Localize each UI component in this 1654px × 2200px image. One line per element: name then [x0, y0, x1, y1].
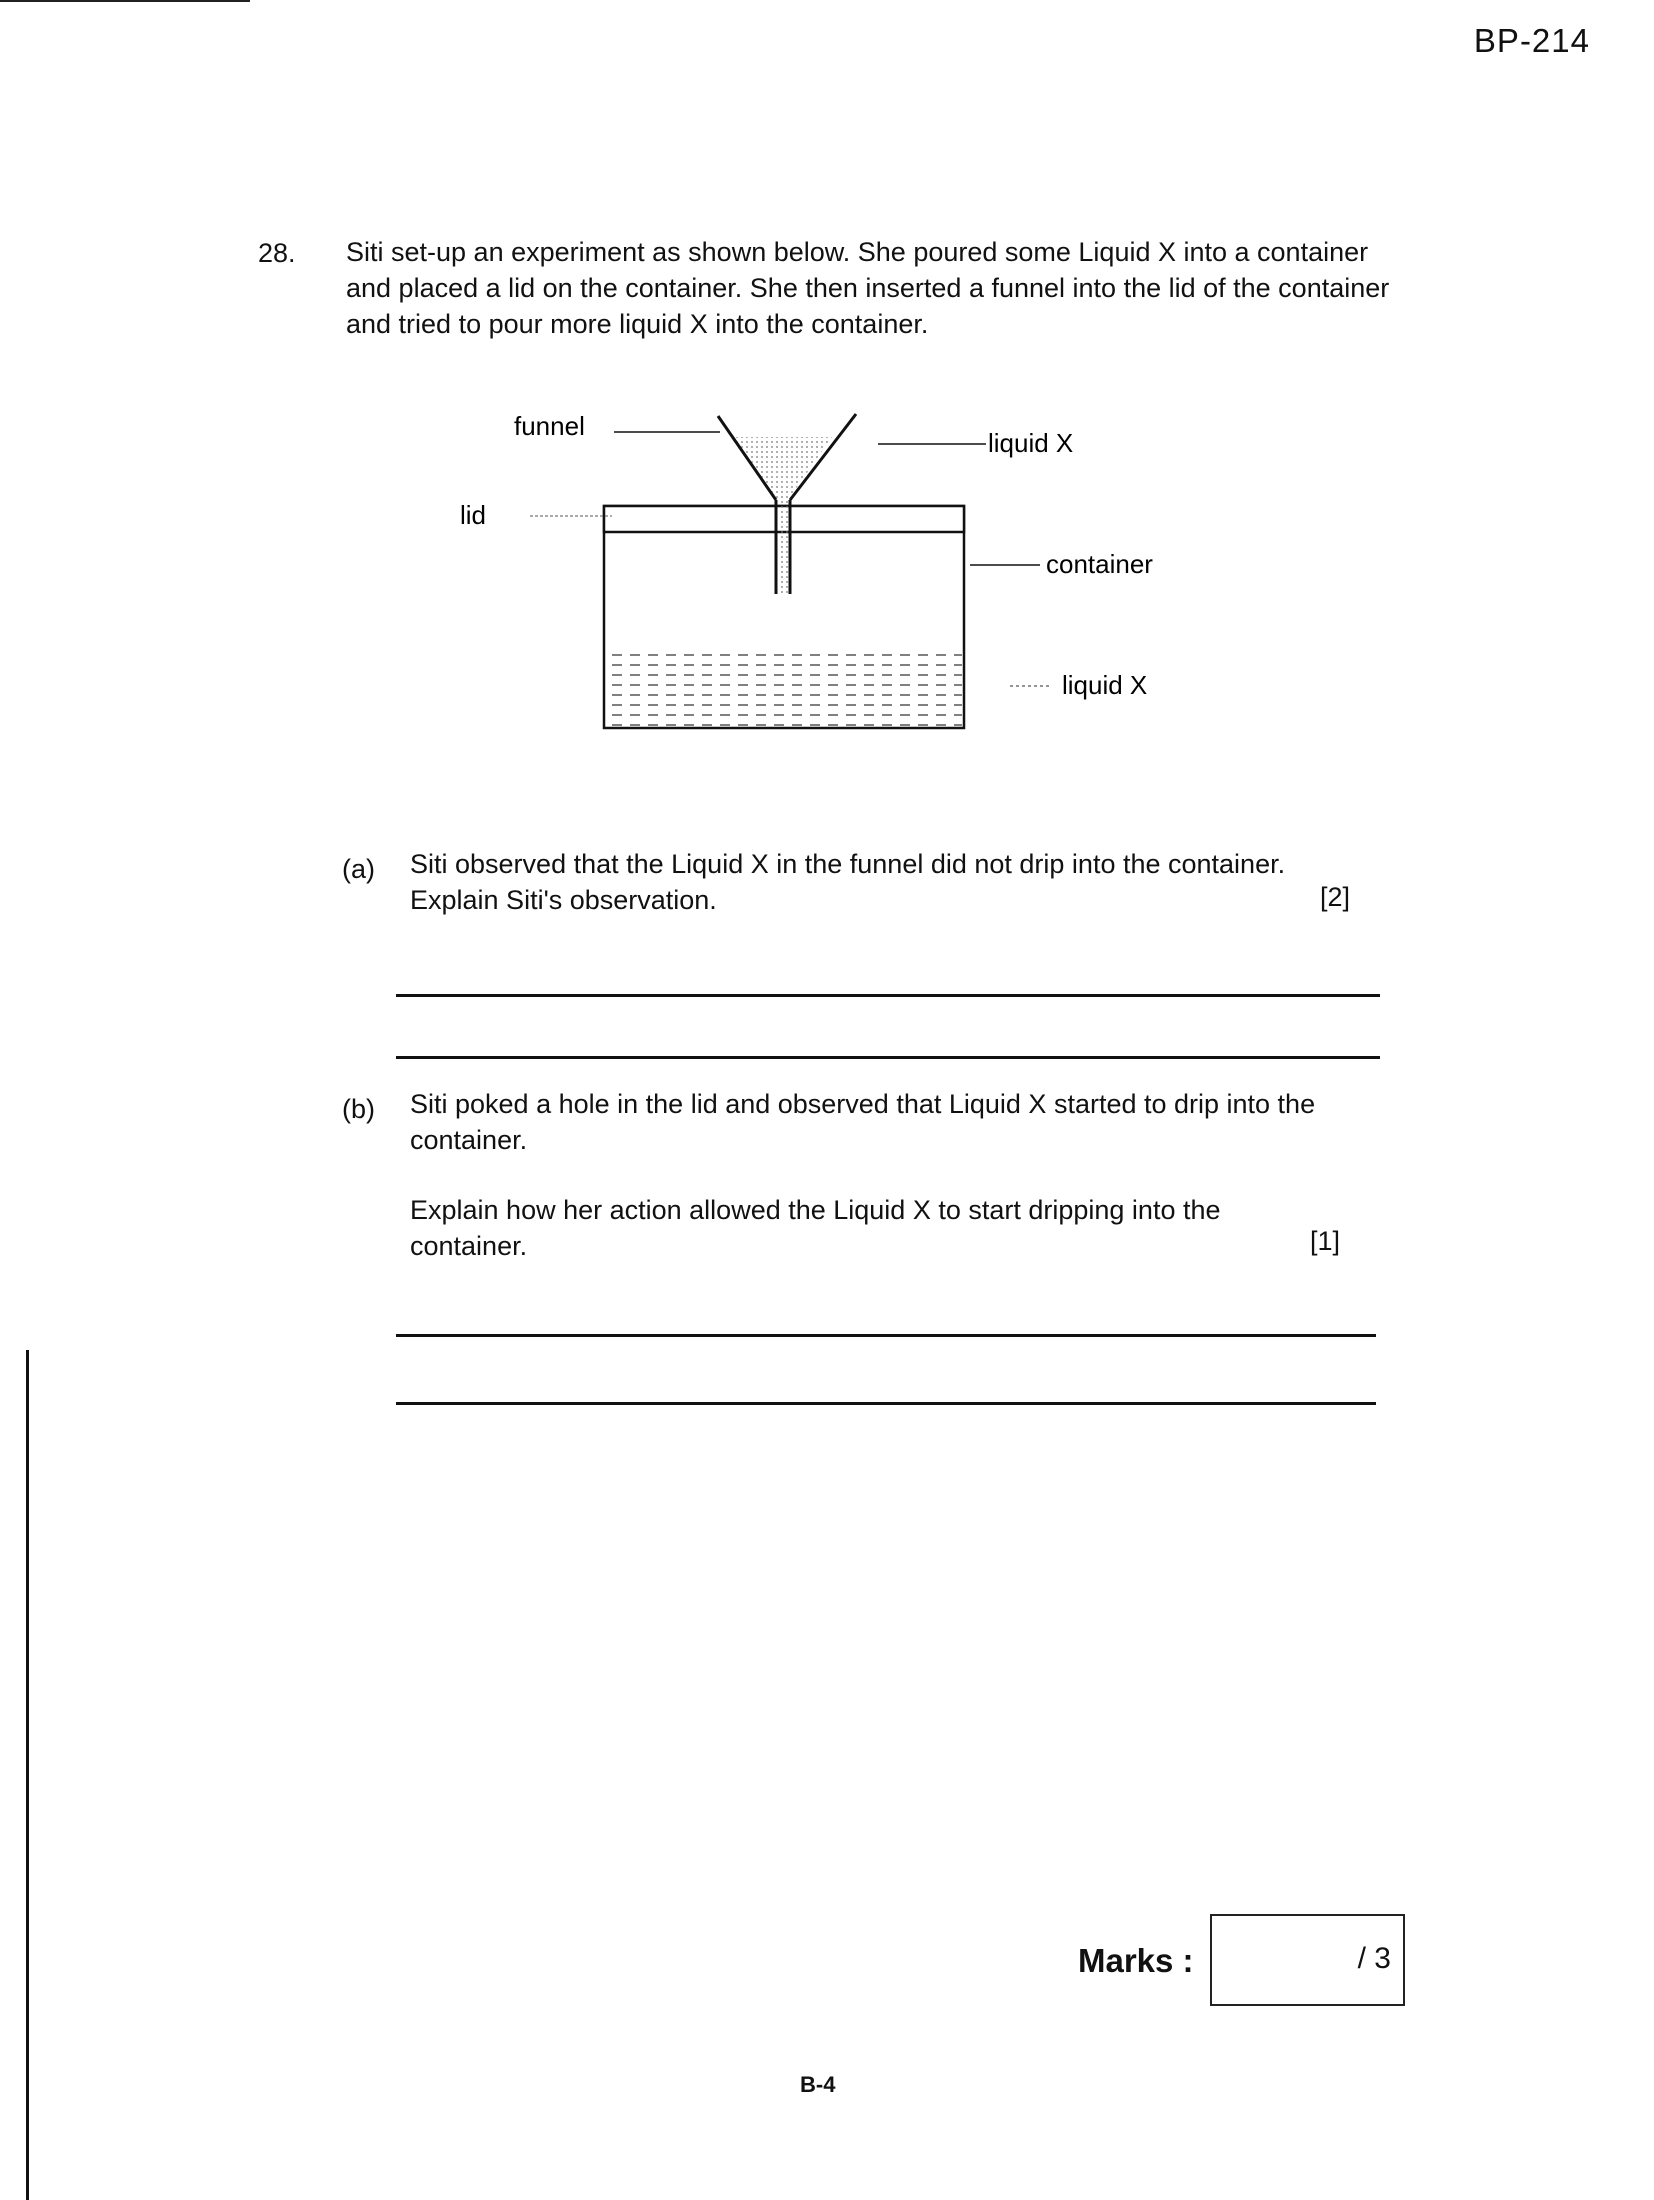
part-b-label: (b)	[342, 1094, 375, 1124]
answer-line-a2[interactable]	[396, 1056, 1380, 1059]
top-rule	[0, 0, 250, 2]
answer-line-b1[interactable]	[396, 1334, 1376, 1337]
answer-line-a1[interactable]	[396, 994, 1380, 997]
marks-total: / 3	[1357, 1942, 1391, 1975]
page-number: B-4	[800, 2072, 836, 2097]
part-b-marks: [1]	[1310, 1226, 1341, 1256]
binding-edge	[26, 1350, 29, 2200]
answer-line-b2[interactable]	[396, 1402, 1376, 1405]
part-b-text-1: Siti poked a hole in the lid and observed that Liquid X started to drip into the container.	[410, 1089, 1316, 1155]
marks-box[interactable]	[1210, 1914, 1405, 2006]
question-text: Siti set-up an experiment as shown below. She poured some Liquid X into a container and placed a lid on the container. She then inserted a funnel into the lid of the container and tried to pour more liquid X into the container.	[346, 237, 1390, 339]
label-liquid-bottom: liquid X	[1062, 670, 1148, 700]
label-funnel: funnel	[514, 411, 585, 441]
marks-label: Marks :	[1078, 1942, 1194, 1979]
label-liquid-top: liquid X	[988, 428, 1074, 458]
experiment-diagram	[0, 380, 1654, 780]
part-b-text-2: Explain how her action allowed the Liquid X to start dripping into the container.	[410, 1195, 1221, 1261]
liquid-in-container	[606, 654, 962, 726]
part-a-marks: [2]	[1320, 882, 1351, 912]
label-container: container	[1046, 549, 1153, 579]
funnel	[718, 414, 856, 594]
paper-code: BP-214	[1473, 22, 1590, 59]
question-number: 28.	[258, 238, 296, 268]
part-a-text: Siti observed that the Liquid X in the funnel did not drip into the container. Explain Siti's observation.	[410, 849, 1286, 915]
part-a-label: (a)	[342, 854, 375, 884]
label-lid: lid	[460, 500, 487, 530]
